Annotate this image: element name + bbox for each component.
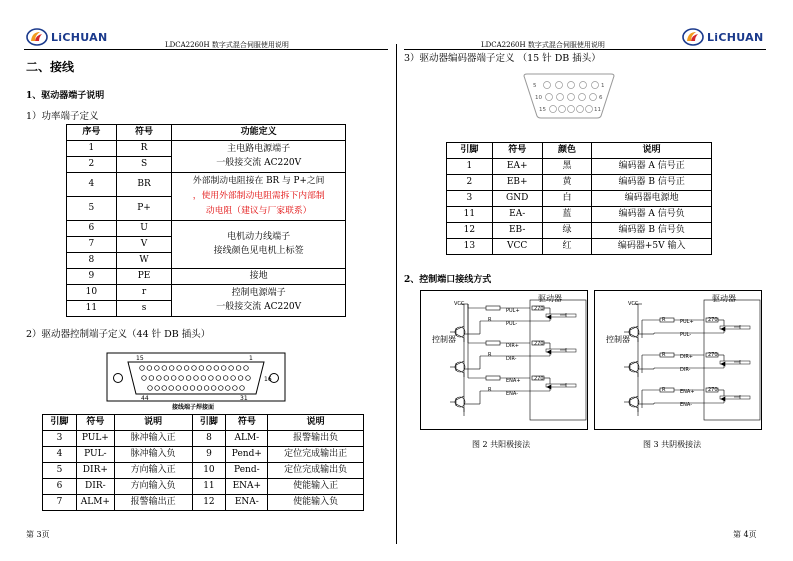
cell: Pend- <box>226 463 268 479</box>
connector-pin <box>568 94 575 101</box>
warning-text: ，使用外部制动电阻需拆下内部制 <box>192 191 325 201</box>
connector-pin <box>568 106 575 113</box>
connector-pin <box>142 376 147 381</box>
table-header-row <box>447 143 712 159</box>
cell: 13 <box>447 239 493 255</box>
brand-name: LiCHUAN <box>707 30 764 44</box>
cell: 脉冲输入正 <box>114 431 192 447</box>
cell: 报警输出负 <box>268 431 364 447</box>
col-header: 序号 <box>67 125 117 141</box>
cell: V <box>116 237 172 253</box>
connector-pin <box>223 376 228 381</box>
cell: 3 <box>43 431 77 447</box>
cell: EB- <box>492 223 542 239</box>
cell: 编码器+5V 输入 <box>592 239 712 255</box>
cell: 2 <box>447 175 493 191</box>
resistor-label: R <box>488 387 492 393</box>
connector-pin <box>233 386 238 391</box>
item-title: 2）驱动器控制端子定义（44 针 DB 插头） <box>26 329 211 340</box>
connector-pin <box>214 366 219 371</box>
table-row <box>447 159 712 175</box>
connector-pin <box>164 376 169 381</box>
signal-label: DIR+ <box>506 343 519 349</box>
cell: 定位完成输出负 <box>268 463 364 479</box>
cell-text: 一般接交流 AC220V <box>216 301 302 312</box>
connector-pin <box>192 366 197 371</box>
connector-pin <box>211 386 216 391</box>
resistor-value: 270 <box>534 306 544 312</box>
cell: 脉冲输入负 <box>114 447 192 463</box>
table-header-row <box>67 125 346 141</box>
col-header: 引脚 <box>43 415 77 431</box>
connector-pin <box>169 366 174 371</box>
col-header: 符号 <box>226 415 268 431</box>
table-row <box>447 239 712 255</box>
pin-label: 6 <box>599 95 603 101</box>
resistor-value: 270 <box>534 341 544 347</box>
col-header: 颜色 <box>542 143 592 159</box>
connector-pin <box>240 386 245 391</box>
connector-pin <box>209 376 214 381</box>
pin-label: 1 <box>249 355 253 362</box>
cell: 9 <box>192 447 226 463</box>
cell: 11 <box>447 207 493 223</box>
cell: EB+ <box>492 175 542 191</box>
cell: 2 <box>67 157 117 173</box>
controller-label: 控制器 <box>432 335 456 344</box>
connector-pin <box>184 366 189 371</box>
connector-pin <box>190 386 195 391</box>
signal-label: DIR+ <box>680 354 693 360</box>
cell: 编码器 A 信号负 <box>592 207 712 223</box>
connector-pin <box>590 94 597 101</box>
cell: BR <box>116 173 172 197</box>
cell: r <box>116 285 172 301</box>
resistor-label: R <box>662 387 666 393</box>
pin-label: 15 <box>136 355 144 362</box>
signal-label: DIR- <box>680 367 691 373</box>
cell: S <box>116 157 172 173</box>
connector-pin <box>140 366 145 371</box>
resistor-label: R <box>488 317 492 323</box>
connector-pin <box>246 376 251 381</box>
cell: 9 <box>67 269 117 285</box>
table-row <box>43 479 364 495</box>
encoder-table-body <box>447 159 712 255</box>
driver-label: 驱动器 <box>712 294 736 303</box>
cell-text: 电机动力线端子 <box>227 232 291 242</box>
signal-label: PUL+ <box>680 319 694 325</box>
connector-pin <box>157 376 162 381</box>
connector-pin <box>171 376 176 381</box>
doc-title-left: LDCA2260H 数字式混合伺服使用说明 <box>165 41 289 49</box>
table-row <box>43 495 364 511</box>
cell: 接地 <box>172 269 346 285</box>
brand-name: LiCHUAN <box>51 30 108 44</box>
connector-pin <box>162 386 167 391</box>
signal-label: PUL- <box>680 332 692 338</box>
cell: 定位完成输出正 <box>268 447 364 463</box>
cell: GND <box>492 191 542 207</box>
control-table-body <box>43 431 364 511</box>
transistor-symbol <box>455 397 465 407</box>
figure-caption: 图 2 共阳极接法 <box>472 440 531 449</box>
logo-swirl-icon <box>682 28 704 46</box>
col-header: 符号 <box>76 415 114 431</box>
signal-label: ENA+ <box>506 378 521 384</box>
figure-frame <box>595 291 762 430</box>
cell: ALM- <box>226 431 268 447</box>
common-cathode-wiring-diagram <box>594 290 762 430</box>
power-terminal-table <box>66 124 346 317</box>
cell: 8 <box>192 431 226 447</box>
item-title: 1）功率端子定义 <box>26 111 99 122</box>
signal-label: PUL+ <box>506 308 520 314</box>
table-row <box>43 463 364 479</box>
cell: R <box>116 141 172 157</box>
subsection-title: 1、驱动器端子说明 <box>26 91 105 101</box>
pin-label: 16 <box>264 376 272 383</box>
col-header: 符号 <box>116 125 172 141</box>
pin-label: 11 <box>594 107 601 113</box>
cell: 编码器 B 信号负 <box>592 223 712 239</box>
table-row <box>67 269 346 285</box>
cell: 方向输入正 <box>114 463 192 479</box>
cell: 10 <box>67 285 117 301</box>
cell: EA+ <box>492 159 542 175</box>
col-header: 说明 <box>268 415 364 431</box>
col-header: 引脚 <box>192 415 226 431</box>
resistor-value: 270 <box>708 352 718 358</box>
col-header: 符号 <box>492 143 542 159</box>
resistor-label: R <box>488 352 492 358</box>
driver-box <box>530 300 586 420</box>
connector-pin <box>186 376 191 381</box>
page-divider <box>396 44 397 544</box>
connector-pin <box>169 386 174 391</box>
connector-caption: 接线端子焊接面 <box>172 404 215 411</box>
cell-text: 控制电源端子 <box>231 288 286 298</box>
connector-pin <box>557 94 564 101</box>
cell: 黑 <box>542 159 592 175</box>
cell: Pend+ <box>226 447 268 463</box>
cell: 3 <box>447 191 493 207</box>
pin-label: 31 <box>240 395 248 402</box>
col-header: 功能定义 <box>172 125 346 141</box>
cell: 6 <box>43 479 77 495</box>
cell: DIR+ <box>76 463 114 479</box>
table-row <box>67 173 346 197</box>
connector-pin <box>177 366 182 371</box>
db15-connector-diagram <box>521 72 617 120</box>
cell: EA- <box>492 207 542 223</box>
transistor-symbol <box>629 327 639 337</box>
transistor-symbol <box>629 362 639 372</box>
connector-pin <box>179 376 184 381</box>
col-header: 说明 <box>592 143 712 159</box>
connector-pin <box>199 366 204 371</box>
cell: PE <box>116 269 172 285</box>
cell: 绿 <box>542 223 592 239</box>
table-row <box>43 431 364 447</box>
connector-pin <box>580 82 587 89</box>
signal-label: PUL- <box>506 321 518 327</box>
cell: 报警输出正 <box>114 495 192 511</box>
cell: PUL- <box>76 447 114 463</box>
cell-text: 主电路电源端子 <box>227 144 291 154</box>
cell: s <box>116 301 172 317</box>
col-header: 引脚 <box>447 143 493 159</box>
cell: DIR- <box>76 479 114 495</box>
cell: ALM+ <box>76 495 114 511</box>
pin-label: 44 <box>141 395 149 402</box>
cell: 7 <box>67 237 117 253</box>
signal-label: ENA- <box>506 391 519 397</box>
cell-brake-resistor <box>172 173 346 221</box>
cell-text: 外部制动电阻接在 BR 与 P+之间 <box>192 176 325 186</box>
connector-pin <box>559 106 566 113</box>
page-number-right: 第 4页 <box>733 530 757 539</box>
connector-pin <box>556 82 563 89</box>
connector-pin <box>544 82 551 89</box>
signal-label: ENA+ <box>680 389 695 395</box>
connector-pin <box>204 386 209 391</box>
cell: 12 <box>447 223 493 239</box>
connector-pin <box>216 376 221 381</box>
cell: PUL+ <box>76 431 114 447</box>
resistor-value: 270 <box>708 317 718 323</box>
cell: 10 <box>192 463 226 479</box>
resistor-value: 270 <box>534 376 544 382</box>
pin-label: 15 <box>539 107 546 113</box>
cell: P+ <box>116 197 172 221</box>
cell: 黄 <box>542 175 592 191</box>
cell: 4 <box>43 447 77 463</box>
cell: 4 <box>67 173 117 197</box>
table-row <box>67 141 346 157</box>
header-rule-left <box>24 49 388 50</box>
connector-pin <box>219 386 224 391</box>
cell: 编码器 A 信号正 <box>592 159 712 175</box>
table-row <box>447 175 712 191</box>
cell: 蓝 <box>542 207 592 223</box>
vcc-label: VCC <box>628 301 639 307</box>
cell: W <box>116 253 172 269</box>
connector-pin <box>155 366 160 371</box>
connector-pin <box>149 376 154 381</box>
connector-pin <box>221 366 226 371</box>
cell: 12 <box>192 495 226 511</box>
connector-pin <box>226 386 231 391</box>
connector-pin <box>148 386 153 391</box>
connector-pin <box>579 94 586 101</box>
cell: 6 <box>67 221 117 237</box>
transistor-symbol <box>455 327 465 337</box>
connector-pin <box>162 366 167 371</box>
item-title: 3）驱动器编码器端子定义 （15 针 DB 插头） <box>404 53 601 64</box>
cell-text: 一般接交流 AC220V <box>216 157 302 168</box>
transistor-symbol <box>455 362 465 372</box>
doc-title-right: LDCA2260H 数字式混合伺服使用说明 <box>481 41 605 49</box>
connector-pin <box>207 366 212 371</box>
cell: 红 <box>542 239 592 255</box>
cell: 1 <box>67 141 117 157</box>
table-row <box>67 285 346 301</box>
figure-caption: 图 3 共阴极接法 <box>643 440 702 449</box>
connector-pin <box>229 366 234 371</box>
connector-pin <box>568 82 575 89</box>
warning-text: 动电阻（建议与厂家联系） <box>205 206 312 216</box>
transistor-symbol <box>629 397 639 407</box>
cell: 5 <box>43 463 77 479</box>
signal-label: DIR- <box>506 356 517 362</box>
connector-pin <box>550 106 557 113</box>
cell-control-power <box>172 285 346 317</box>
cell: ENA+ <box>226 479 268 495</box>
connector-pin <box>155 386 160 391</box>
connector-pin <box>183 386 188 391</box>
col-header: 说明 <box>114 415 192 431</box>
cell: 方向输入负 <box>114 479 192 495</box>
table-row <box>447 207 712 223</box>
common-anode-wiring-diagram <box>420 290 588 430</box>
signal-label: ENA- <box>680 402 693 408</box>
connector-pin <box>176 386 181 391</box>
pin-label: 1 <box>601 83 605 89</box>
resistor-value: 270 <box>708 387 718 393</box>
cell-motor-power <box>172 221 346 269</box>
resistor-symbol <box>486 376 500 380</box>
connector-pin <box>592 82 599 89</box>
connector-pin <box>244 366 249 371</box>
table-row <box>447 191 712 207</box>
cell-text: 接线颜色见电机上标签 <box>213 245 304 256</box>
pin-label: 5 <box>533 83 537 89</box>
cell: VCC <box>492 239 542 255</box>
connector-pin <box>231 376 236 381</box>
resistor-label: R <box>662 352 666 358</box>
cell: 使能输入负 <box>268 495 364 511</box>
connector-pin <box>236 366 241 371</box>
resistor-symbol <box>486 341 500 345</box>
section-title: 二、接线 <box>26 60 75 74</box>
control-terminal-table <box>42 414 364 511</box>
connector-pin <box>546 94 553 101</box>
cell: 编码器 B 信号正 <box>592 175 712 191</box>
cell: 使能输入正 <box>268 479 364 495</box>
cell: 11 <box>67 301 117 317</box>
connector-pin <box>147 366 152 371</box>
brand-logo-left <box>26 27 107 47</box>
cell: 编码器电源地 <box>592 191 712 207</box>
page-number-left: 第 3页 <box>26 530 50 539</box>
connector-pin <box>197 386 202 391</box>
cell: ENA- <box>226 495 268 511</box>
cell-main-power <box>172 141 346 173</box>
connector-pin <box>586 106 593 113</box>
connector-pin <box>238 376 243 381</box>
table-row <box>67 221 346 237</box>
table-header-row <box>43 415 364 431</box>
cell: 白 <box>542 191 592 207</box>
logo-swirl-icon <box>26 28 48 46</box>
vcc-label: VCC <box>454 301 465 307</box>
connector-pin <box>201 376 206 381</box>
resistor-label: R <box>662 317 666 323</box>
cell: 5 <box>67 197 117 221</box>
subsection-title: 2、控制端口接线方式 <box>404 275 492 285</box>
table-row <box>43 447 364 463</box>
connector-pin <box>577 106 584 113</box>
pin-label: 10 <box>535 95 542 101</box>
cell: 11 <box>192 479 226 495</box>
driver-label: 驱动器 <box>538 294 562 303</box>
cell: 7 <box>43 495 77 511</box>
table-row <box>447 223 712 239</box>
cell: 1 <box>447 159 493 175</box>
cell: 8 <box>67 253 117 269</box>
cell: U <box>116 221 172 237</box>
connector-pin <box>194 376 199 381</box>
db44-connector-diagram <box>106 352 286 412</box>
resistor-symbol <box>486 306 500 310</box>
controller-label: 控制器 <box>606 335 630 344</box>
brand-logo-right <box>682 27 763 47</box>
encoder-terminal-table <box>446 142 712 255</box>
figure-frame <box>421 291 588 430</box>
